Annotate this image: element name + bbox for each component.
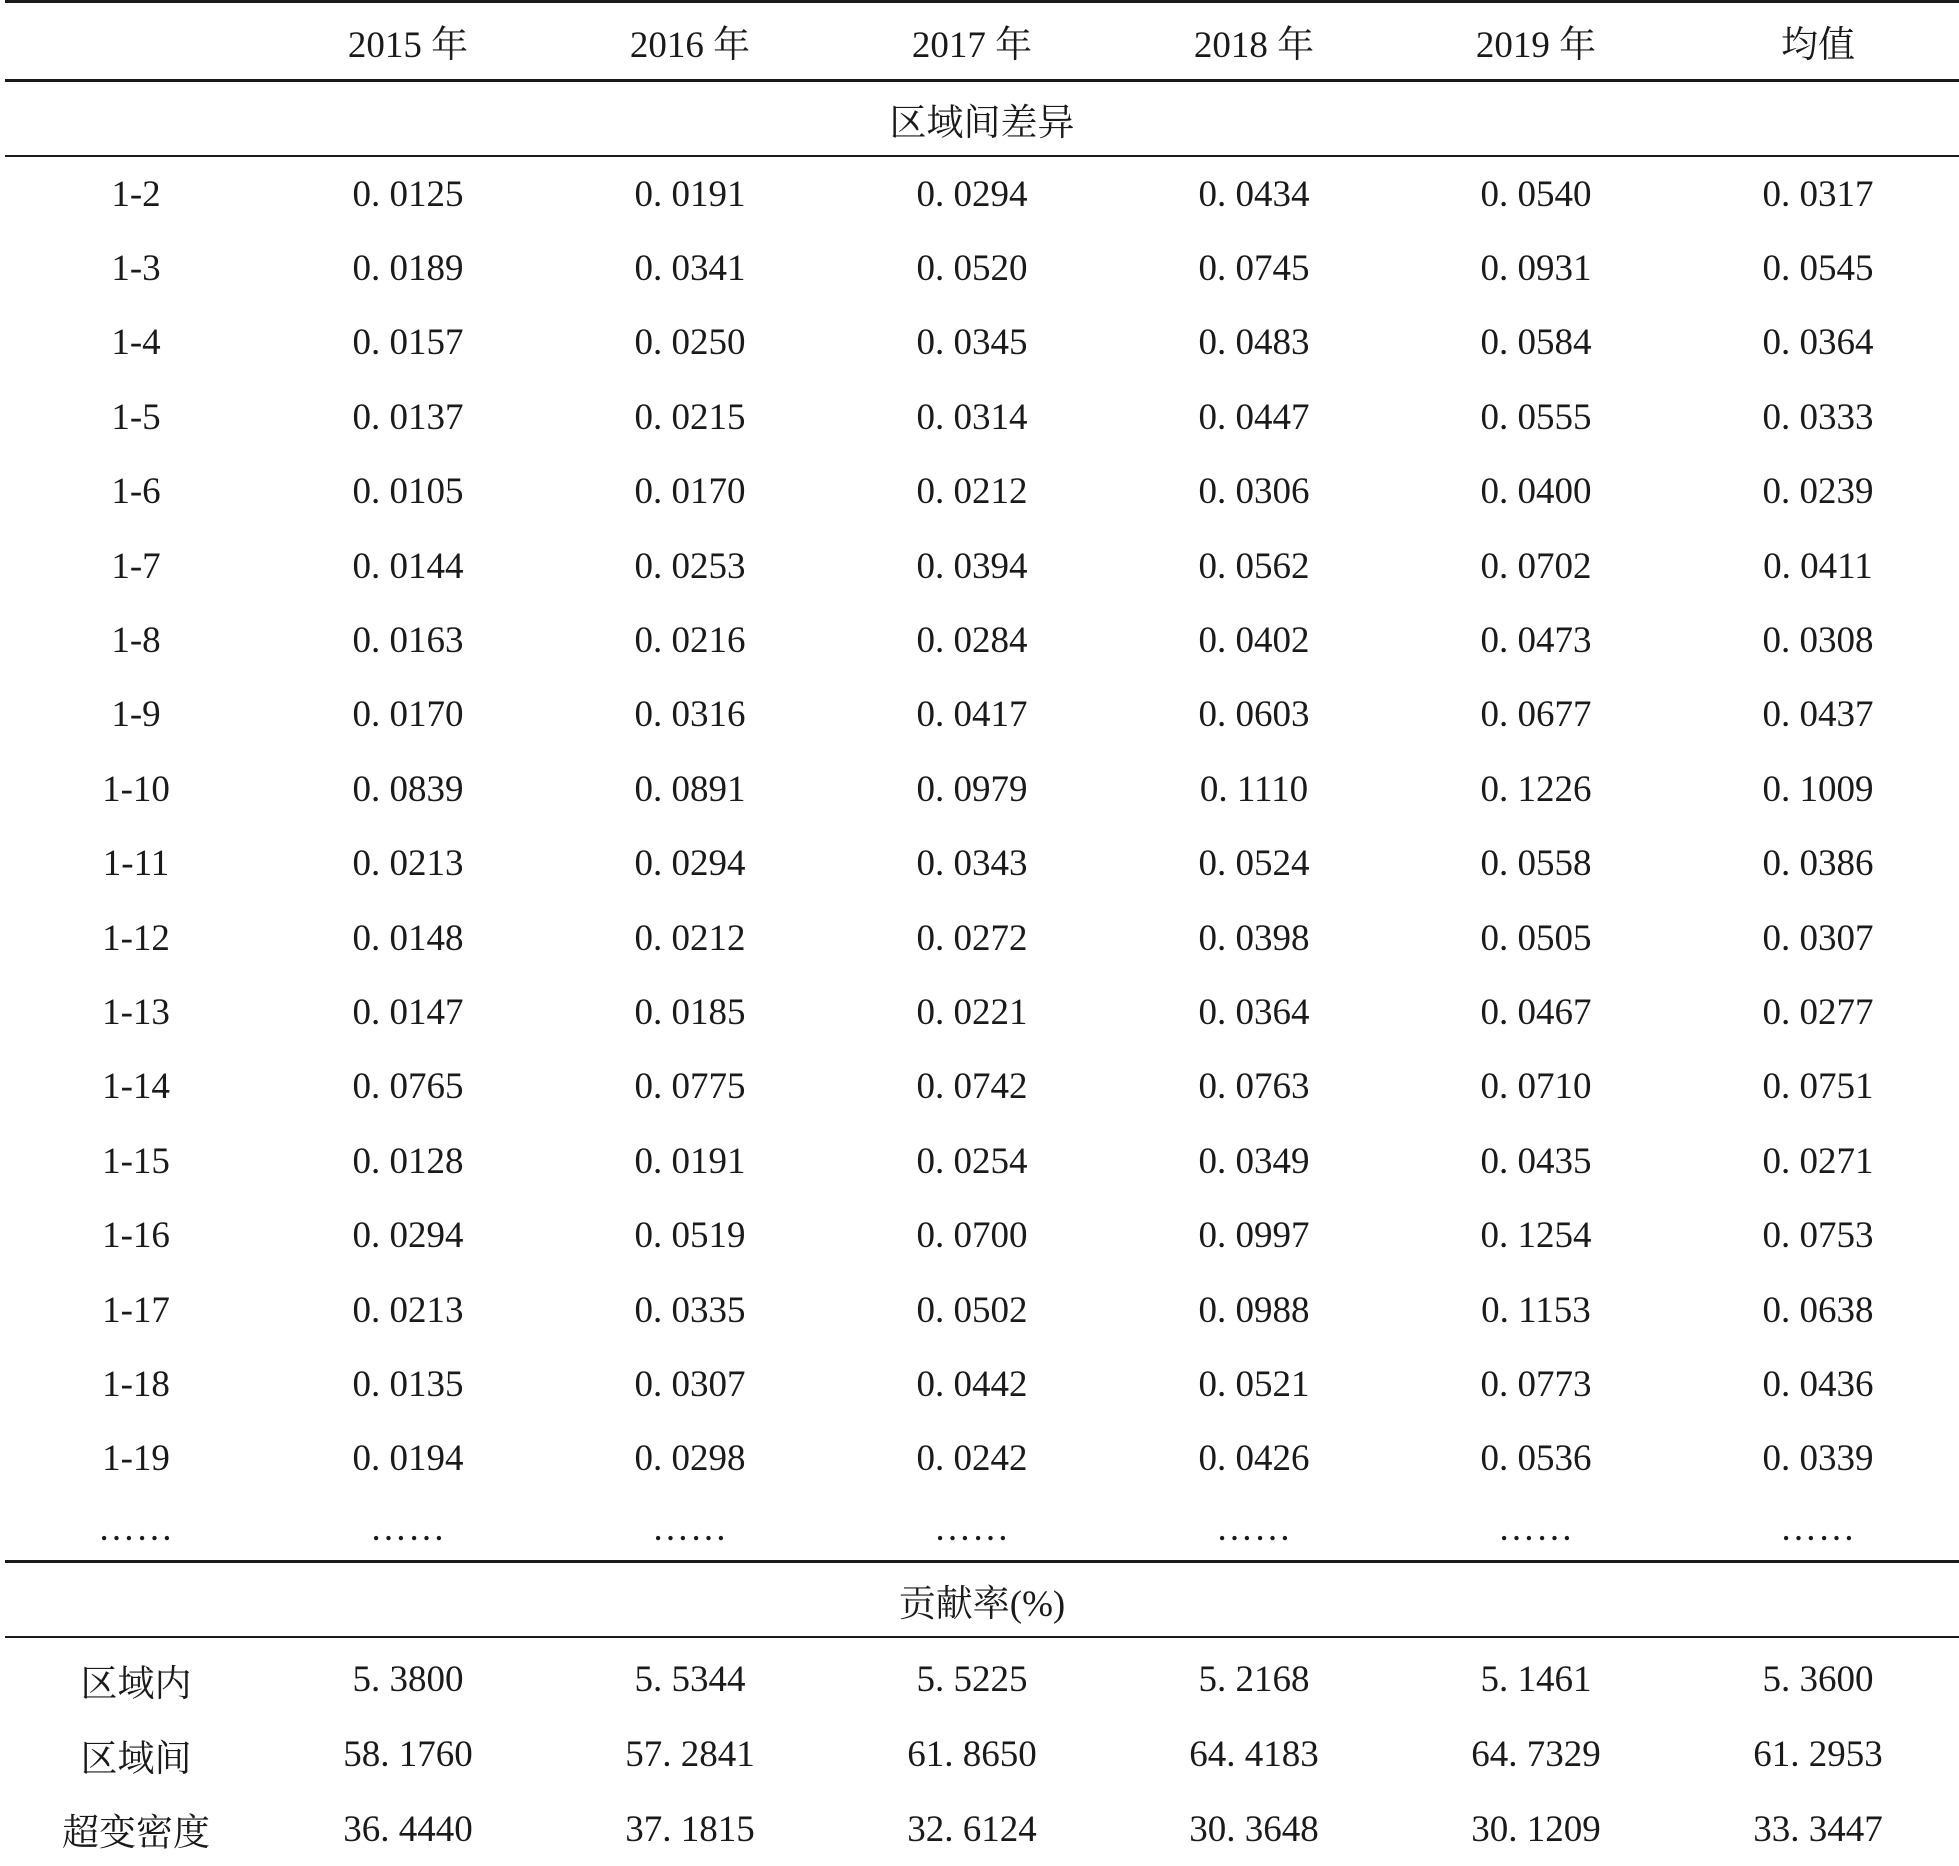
value-cell: 0. 0603 (1198, 694, 1310, 736)
value-cell: 0. 0364 (1198, 991, 1310, 1033)
value-cell: …… (1498, 1507, 1574, 1549)
value-cell: 0. 0341 (634, 248, 746, 290)
value-cell: 0. 0254 (916, 1140, 1028, 1182)
value-cell: 0. 0213 (352, 843, 464, 885)
value-cell: 0. 0294 (352, 1215, 464, 1257)
value-cell: 0. 0316 (634, 694, 746, 736)
value-cell: 33. 3447 (1753, 1808, 1883, 1850)
table-row (5, 752, 1959, 826)
value-cell: 0. 0398 (1198, 917, 1310, 959)
value-cell: 0. 0411 (1763, 545, 1873, 587)
value-cell: 0. 0277 (1762, 991, 1874, 1033)
value-cell: 0. 0891 (634, 768, 746, 810)
header-cell-2018: 2018 年 (1113, 2, 1395, 81)
value-cell: 0. 1110 (1199, 768, 1309, 810)
value-cell: 0. 0536 (1480, 1438, 1592, 1480)
table-row (5, 901, 1959, 975)
row-label-cell: 1-19 (102, 1438, 170, 1480)
value-cell: 0. 0253 (634, 545, 746, 587)
value-cell: 0. 0931 (1480, 248, 1592, 290)
value-cell: 0. 0773 (1480, 1363, 1592, 1405)
row-label-cell: 1-15 (102, 1140, 170, 1182)
contribution-row (5, 1717, 1959, 1792)
value-cell: 0. 0386 (1762, 843, 1874, 885)
row-label-cell: 1-12 (102, 917, 170, 959)
value-cell: 0. 0979 (916, 768, 1028, 810)
value-cell: 0. 0157 (352, 322, 464, 364)
value-cell: …… (1780, 1507, 1856, 1549)
value-cell: 0. 0137 (352, 396, 464, 438)
value-cell: 0. 0442 (916, 1363, 1028, 1405)
value-cell: 0. 0765 (352, 1066, 464, 1108)
value-cell: 0. 0710 (1480, 1066, 1592, 1108)
header-cell-mean: 均值 (1677, 2, 1959, 81)
value-cell: 5. 5344 (634, 1659, 746, 1701)
row-label-cell: 区域内 (80, 1663, 192, 1705)
value-cell: 0. 0751 (1762, 1066, 1874, 1108)
value-cell: 0. 0447 (1198, 396, 1310, 438)
ellipsis-row (5, 1496, 1959, 1562)
value-cell: 58. 1760 (343, 1734, 473, 1776)
value-cell: 0. 0213 (352, 1289, 464, 1331)
value-cell: 0. 0520 (916, 248, 1028, 290)
value-cell: 0. 0343 (916, 843, 1028, 885)
value-cell: 0. 0144 (352, 545, 464, 587)
value-cell: …… (652, 1507, 728, 1549)
value-cell: 0. 0677 (1480, 694, 1592, 736)
value-cell: 0. 0584 (1480, 322, 1592, 364)
value-cell: 64. 7329 (1471, 1734, 1601, 1776)
value-cell: 0. 0298 (634, 1438, 746, 1480)
value-cell: 0. 0147 (352, 991, 464, 1033)
value-cell: 32. 6124 (907, 1808, 1037, 1850)
value-cell: 0. 0700 (916, 1215, 1028, 1257)
section-title-inter-regional: 区域间差异 (5, 81, 1959, 157)
value-cell: 0. 0524 (1198, 843, 1310, 885)
table-header-row (5, 2, 1959, 81)
value-cell: 0. 0271 (1762, 1140, 1874, 1182)
value-cell: 0. 0135 (352, 1363, 464, 1405)
row-label-cell: 1-10 (102, 768, 170, 810)
row-label-cell: 1-16 (102, 1215, 170, 1257)
header-cell-2019: 2019 年 (1395, 2, 1677, 81)
value-cell: 0. 0314 (916, 396, 1028, 438)
row-label-cell: 1-11 (102, 843, 170, 885)
value-cell: …… (1216, 1507, 1292, 1549)
value-cell: 0. 0170 (634, 471, 746, 513)
value-cell: 5. 3800 (352, 1659, 464, 1701)
value-cell: 0. 0284 (916, 620, 1028, 662)
row-label-cell: 1-6 (111, 471, 161, 513)
value-cell: 0. 0519 (634, 1215, 746, 1257)
value-cell: 61. 2953 (1753, 1734, 1883, 1776)
value-cell: 0. 0483 (1198, 322, 1310, 364)
row-label-cell: 1-3 (111, 248, 161, 290)
value-cell: 0. 0742 (916, 1066, 1028, 1108)
table-row (5, 455, 1959, 529)
header-cell-2016: 2016 年 (549, 2, 831, 81)
table-row (5, 975, 1959, 1049)
value-cell: 0. 0212 (916, 471, 1028, 513)
value-cell: 5. 2168 (1198, 1659, 1310, 1701)
table-row (5, 827, 1959, 901)
contribution-row (5, 1637, 1959, 1717)
row-label-cell: 1-17 (102, 1289, 170, 1331)
value-cell: 0. 0250 (634, 322, 746, 364)
value-cell: 0. 0242 (916, 1438, 1028, 1480)
table-row (5, 380, 1959, 454)
value-cell: 0. 0702 (1480, 545, 1592, 587)
row-label-cell: 1-9 (111, 694, 161, 736)
value-cell: 0. 1226 (1480, 768, 1592, 810)
value-cell: 64. 4183 (1189, 1734, 1319, 1776)
regional-difference-table (5, 0, 1959, 1866)
value-cell: 0. 0437 (1762, 694, 1874, 736)
value-cell: 0. 0105 (352, 471, 464, 513)
value-cell: 37. 1815 (625, 1808, 755, 1850)
value-cell: 30. 1209 (1471, 1808, 1601, 1850)
value-cell: 0. 0307 (1762, 917, 1874, 959)
row-label-cell: 1-4 (111, 322, 161, 364)
value-cell: 0. 0239 (1762, 471, 1874, 513)
value-cell: 0. 0335 (634, 1289, 746, 1331)
value-cell: 0. 0394 (916, 545, 1028, 587)
value-cell: 0. 0128 (352, 1140, 464, 1182)
value-cell: 0. 0763 (1198, 1066, 1310, 1108)
value-cell: 0. 0400 (1480, 471, 1592, 513)
contribution-row (5, 1792, 1959, 1866)
row-label-cell: 1-8 (111, 620, 161, 662)
value-cell: 0. 1254 (1480, 1215, 1592, 1257)
value-cell: 0. 0221 (916, 991, 1028, 1033)
value-cell: 0. 0638 (1762, 1289, 1874, 1331)
value-cell: 0. 0473 (1480, 620, 1592, 662)
value-cell: 0. 1009 (1762, 768, 1874, 810)
value-cell: 0. 0775 (634, 1066, 746, 1108)
value-cell: 0. 0426 (1198, 1438, 1310, 1480)
value-cell: 0. 0402 (1198, 620, 1310, 662)
table-row (5, 1273, 1959, 1347)
value-cell: 5. 5225 (916, 1659, 1028, 1701)
table-row (5, 1347, 1959, 1421)
value-cell: 0. 0555 (1480, 396, 1592, 438)
value-cell: 0. 0502 (916, 1289, 1028, 1331)
table-row (5, 306, 1959, 380)
row-label-cell: 1-14 (102, 1066, 170, 1108)
row-label-cell: 1-7 (111, 545, 161, 587)
header-cell-corner (5, 2, 267, 81)
value-cell: 0. 0339 (1762, 1438, 1874, 1480)
table-row (5, 156, 1959, 231)
value-cell: 61. 8650 (907, 1734, 1037, 1776)
row-label-cell: 区域间 (80, 1738, 192, 1780)
value-cell: 0. 0308 (1762, 620, 1874, 662)
value-cell: 0. 0364 (1762, 322, 1874, 364)
row-label-cell: …… (98, 1507, 174, 1549)
value-cell: 0. 0349 (1198, 1140, 1310, 1182)
value-cell: 0. 0562 (1198, 545, 1310, 587)
table-row (5, 1124, 1959, 1198)
value-cell: 0. 0345 (916, 322, 1028, 364)
row-label-cell: 超变密度 (62, 1813, 210, 1855)
value-cell: 0. 0194 (352, 1438, 464, 1480)
value-cell: 0. 0417 (916, 694, 1028, 736)
section-title-contribution: 贡献率(%) (5, 1562, 1959, 1638)
value-cell: 0. 0148 (352, 917, 464, 959)
value-cell: 0. 0434 (1198, 173, 1310, 215)
value-cell: 5. 1461 (1480, 1659, 1592, 1701)
section-title-row-contribution (5, 1562, 1959, 1638)
value-cell: 0. 0185 (634, 991, 746, 1033)
table-row (5, 1198, 1959, 1272)
value-cell: 0. 0505 (1480, 917, 1592, 959)
row-label-cell: 1-18 (102, 1363, 170, 1405)
value-cell: 57. 2841 (625, 1734, 755, 1776)
value-cell: 0. 0540 (1480, 173, 1592, 215)
value-cell: 0. 0988 (1198, 1289, 1310, 1331)
value-cell: 0. 0333 (1762, 396, 1874, 438)
value-cell: 0. 0467 (1480, 991, 1592, 1033)
header-cell-2017: 2017 年 (831, 2, 1113, 81)
value-cell: 0. 0191 (634, 173, 746, 215)
value-cell: 30. 3648 (1189, 1808, 1319, 1850)
value-cell: 36. 4440 (343, 1808, 473, 1850)
value-cell: 0. 0212 (634, 917, 746, 959)
value-cell: 0. 0170 (352, 694, 464, 736)
table-row (5, 529, 1959, 603)
row-label-cell: 1-2 (111, 173, 161, 215)
value-cell: 0. 0163 (352, 620, 464, 662)
table-row (5, 1422, 1959, 1496)
value-cell: 0. 0745 (1198, 248, 1310, 290)
value-cell: 0. 0191 (634, 1140, 746, 1182)
row-label-cell: 1-13 (102, 991, 170, 1033)
value-cell: 0. 0436 (1762, 1363, 1874, 1405)
value-cell: 0. 0753 (1762, 1215, 1874, 1257)
value-cell: 0. 0558 (1480, 843, 1592, 885)
row-label-cell: 1-5 (111, 396, 161, 438)
value-cell: 0. 0272 (916, 917, 1028, 959)
table-row (5, 231, 1959, 305)
value-cell: 0. 0317 (1762, 173, 1874, 215)
table-row (5, 1050, 1959, 1124)
value-cell: 0. 1153 (1481, 1289, 1591, 1331)
table-row (5, 603, 1959, 677)
value-cell: 0. 0189 (352, 248, 464, 290)
value-cell: 0. 0294 (634, 843, 746, 885)
value-cell: 0. 0545 (1762, 248, 1874, 290)
value-cell: 0. 0216 (634, 620, 746, 662)
value-cell: 0. 0839 (352, 768, 464, 810)
value-cell: 0. 0215 (634, 396, 746, 438)
value-cell: …… (934, 1507, 1010, 1549)
value-cell: 0. 0521 (1198, 1363, 1310, 1405)
value-cell: 0. 0125 (352, 173, 464, 215)
value-cell: 0. 0294 (916, 173, 1028, 215)
value-cell: …… (370, 1507, 446, 1549)
header-cell-2015: 2015 年 (267, 2, 549, 81)
value-cell: 0. 0997 (1198, 1215, 1310, 1257)
value-cell: 5. 3600 (1762, 1659, 1874, 1701)
value-cell: 0. 0435 (1480, 1140, 1592, 1182)
value-cell: 0. 0306 (1198, 471, 1310, 513)
section-title-row-inter-regional (5, 81, 1959, 157)
table-row (5, 678, 1959, 752)
value-cell: 0. 0307 (634, 1363, 746, 1405)
